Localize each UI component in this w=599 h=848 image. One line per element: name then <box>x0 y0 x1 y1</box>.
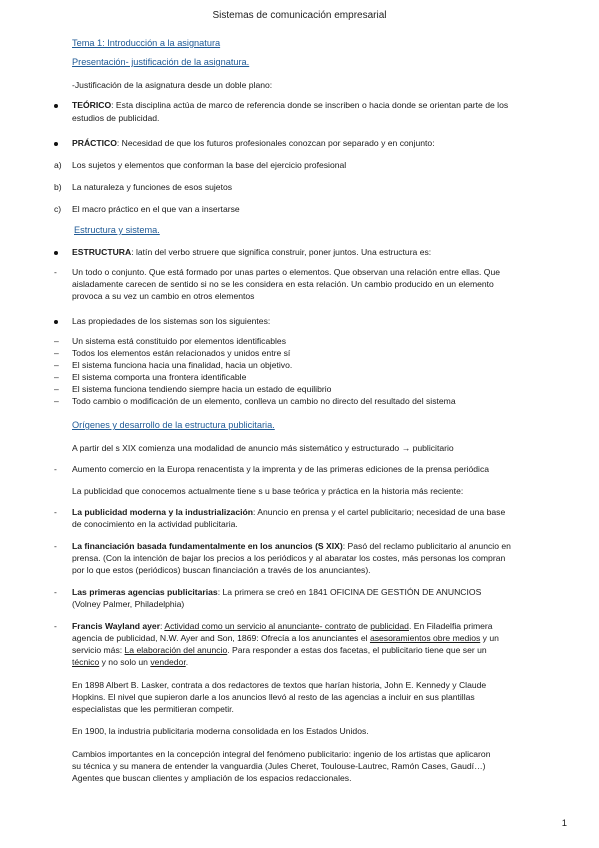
history-text-cont <box>72 633 499 645</box>
section-heading-origins: Orígenes y desarrollo de la estructura publicitaria. <box>72 420 275 430</box>
history-text: agencia de publicidad, N.W. Ayer and Son, 1869: Ofrecía a los anunciantes el <box>72 633 370 643</box>
dash-marker: - <box>54 587 57 597</box>
history-text: servicio más: <box>72 645 125 655</box>
history-text-cont: por lo que estos (periódicos) buscan financiación a través de los anunciantes). <box>72 565 371 575</box>
dash-marker: – <box>54 396 59 406</box>
topic-heading: Tema 1: Introducción a la asignatura <box>72 38 221 48</box>
property-item: Todos los elementos están relacionados y unidos entre sí <box>72 348 291 358</box>
origins-text: A partir del s XIX comienza una modalidad de anuncio más sistemático y estructurado → publicitario <box>72 443 454 453</box>
year-1900-text: En 1900, la industria publicitaria moderna consolidada en los Estados Unidos. <box>72 726 369 736</box>
bullet-icon <box>54 320 58 324</box>
history-text-cont: prensa. (Con la intención de bajar los precios a los periódicos y al abaratar los costes, más personas los compran <box>72 553 506 563</box>
page-header: Sistemas de comunicación empresarial <box>212 10 387 21</box>
practical-label: PRÁCTICO <box>72 138 117 148</box>
properties-intro: Las propiedades de los sistemas son los siguientes: <box>72 316 271 326</box>
dash-marker: - <box>54 507 57 517</box>
section-heading-presentation: Presentación- justificación de la asignatura. <box>72 57 250 67</box>
history-text: : La primera se creó en 1841 OFICINA DE GESTIÓN DE ANUNCIOS <box>217 587 482 597</box>
page-number: 1 <box>561 818 567 829</box>
history-label: La financiación basada fundamentalmente en los anuncios (S XIX) <box>72 541 343 551</box>
changes-text: Cambios importantes en la concepción integral del fenómeno publicitario: ingenio de los artistas que aplicaron <box>72 749 491 759</box>
structure-label: ESTRUCTURA <box>72 247 132 257</box>
practical-text: : Necesidad de que los futuros profesionales conozcan por separado y en conjunto: <box>116 138 435 148</box>
history-item-agencies <box>72 587 481 599</box>
property-item: Todo cambio o modificación de un elemento, conlleva un cambio no directo del resultado del sistema <box>72 396 456 406</box>
dash-marker: - <box>54 621 57 631</box>
history-text: : Pasó del reclamo publicitario al anuncio en <box>342 541 511 551</box>
property-item: El sistema funciona hacia una finalidad, hacia un objetivo. <box>72 360 293 370</box>
history-item-modern <box>72 507 505 519</box>
structure-definition-cont: provoca a su vez un cambio en otros elementos <box>72 291 255 301</box>
history-text-cont <box>72 645 487 657</box>
structure-definition: Un todo o conjunto. Que está formado por unas partes o elementos. Que observan una relación entre ellas. Que <box>72 267 501 277</box>
list-marker: c) <box>54 204 62 214</box>
changes-text-cont: Agentes que buscan clientes y ampliación de los espacios redaccionales. <box>72 773 352 783</box>
history-text-cont: (Volney Palmer, Philadelphia) <box>72 599 185 609</box>
underlined-text: Actividad como un servicio al anunciante- contrato <box>164 621 356 631</box>
history-text: de <box>355 621 371 631</box>
history-text: y no solo un <box>99 657 151 667</box>
history-text: : Anuncio en prensa y el cartel publicitario; necesidad de una base <box>252 507 506 517</box>
changes-text-cont: su técnica y su manera de entender la vanguardia (Jules Cheret, Toulouse-Lautrec, Ramón Cases, Gaudí…) <box>72 761 486 771</box>
history-text: . Para responder a estas dos facetas, el publicitario tiene que ser un <box>227 645 487 655</box>
lasker-text-cont: Hopkins. El nivel que supieron darle a los anuncios llevó al resto de las agencias a incluir en sus plantillas <box>72 692 475 702</box>
underlined-text: vendedor <box>150 657 186 667</box>
structure-definition-cont: aisladamente carecen de sentido si no se les considera en esta relación. Un cambio producido en un elemento <box>72 279 494 289</box>
theoretical-text-cont: estudios de publicidad. <box>72 113 160 123</box>
section-heading-structure: Estructura y sistema. <box>74 225 160 235</box>
origins-item: Aumento comercio en la Europa renacentista y la imprenta y de las primeras ediciones de la prensa periódica <box>72 464 490 474</box>
practical-item <box>72 138 435 150</box>
lasker-text: En 1898 Albert B. Lasker, contrata a dos redactores de textos que harían historia, John E. Kennedy y Claude <box>72 680 487 690</box>
structure-text: : latín del verbo struere que significa construir, poner juntos. Una estructura es: <box>131 247 432 257</box>
list-item: La naturaleza y funciones de esos sujetos <box>72 182 233 192</box>
history-text: y un <box>480 633 499 643</box>
justification-intro: -Justificación de la asignatura desde un doble plano: <box>72 80 273 90</box>
dash-marker: – <box>54 372 59 382</box>
list-marker: b) <box>54 182 62 192</box>
history-text-cont <box>72 657 188 669</box>
history-item-wayland <box>72 621 493 633</box>
underlined-text: asesoramientos obre medios <box>369 633 481 643</box>
underlined-text: técnico <box>72 657 100 667</box>
lasker-text-cont: especialistas que les permitieran competir. <box>72 704 234 714</box>
list-marker: a) <box>54 160 62 170</box>
dash-marker: – <box>54 336 59 346</box>
history-text-cont: de conocimiento en la actividad publicitaria. <box>72 519 238 529</box>
history-text: . En Filadelfia primera <box>408 621 493 631</box>
history-label: Las primeras agencias publicitarias <box>72 587 218 597</box>
dash-marker: - <box>54 464 57 474</box>
property-item: El sistema comporta una frontera identificable <box>72 372 247 382</box>
history-label: La publicidad moderna y la industrialización <box>72 507 253 517</box>
bullet-icon <box>54 142 58 146</box>
origins-text: La publicidad que conocemos actualmente tiene s u base teórica y práctica en la historia más reciente: <box>72 486 464 496</box>
history-text: : <box>160 621 165 631</box>
dash-marker: - <box>54 267 57 277</box>
theoretical-text: : Esta disciplina actúa de marco de referencia donde se inscriben o hacia donde se orientan parte de los <box>111 100 509 110</box>
bullet-icon <box>54 251 58 255</box>
dash-marker: - <box>54 541 57 551</box>
dash-marker: – <box>54 348 59 358</box>
underlined-text: La elaboración del anuncio <box>124 645 228 655</box>
structure-item <box>72 247 431 259</box>
history-text: . <box>185 657 189 667</box>
history-item-financing <box>72 541 511 553</box>
list-item: Los sujetos y elementos que conforman la base del ejercicio profesional <box>72 160 347 170</box>
theoretical-item <box>72 100 508 112</box>
theoretical-label: TEÓRICO <box>72 100 112 110</box>
underlined-text: publicidad <box>370 621 409 631</box>
list-item: El macro práctico en el que van a insertarse <box>72 204 240 214</box>
dash-marker: – <box>54 360 59 370</box>
property-item: El sistema funciona tendiendo siempre hacia un estado de equilibrio <box>72 384 332 394</box>
dash-marker: – <box>54 384 59 394</box>
property-item: Un sistema está constituido por elementos identificables <box>72 336 287 346</box>
history-label: Francis Wayland ayer <box>72 621 161 631</box>
bullet-icon <box>54 104 58 108</box>
